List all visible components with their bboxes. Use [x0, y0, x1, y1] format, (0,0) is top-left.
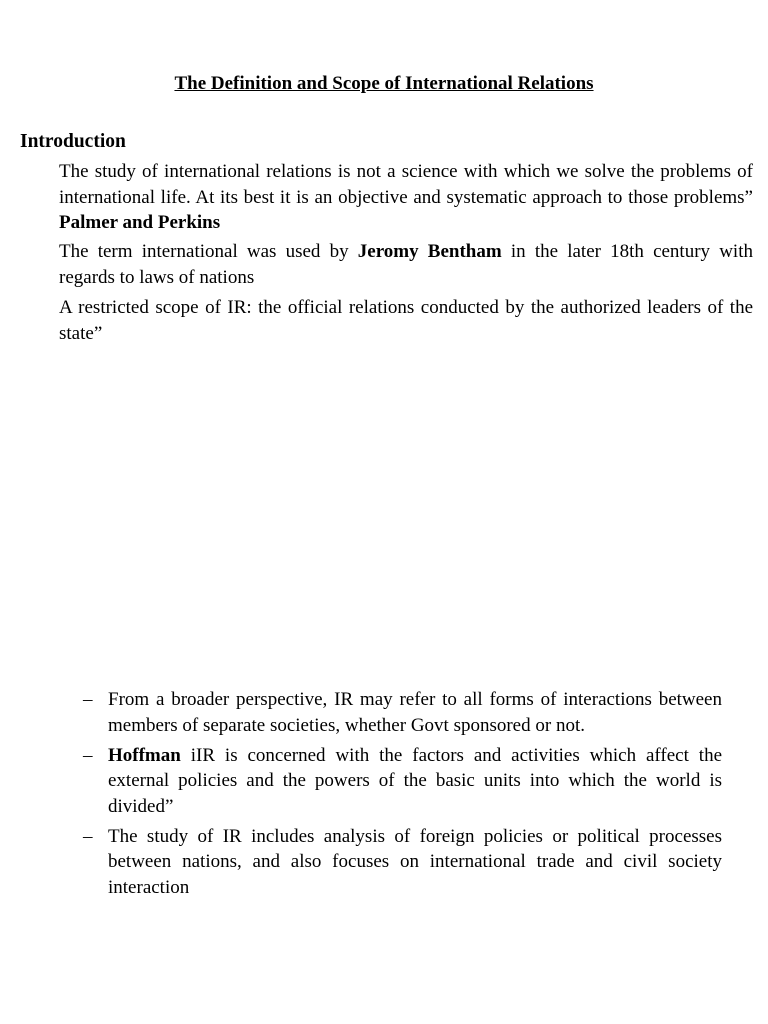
- paragraph-2-author: Jeromy Bentham: [357, 241, 502, 262]
- bullet-2-text: iIR is concerned with the factors and activities which affect the external policies and the powers of the basic units into which the world is divided”: [108, 744, 722, 817]
- paragraph-2-text: The term international was used by: [59, 241, 358, 262]
- paragraph-2: [59, 239, 753, 290]
- dash-bullet-icon: –: [83, 825, 93, 847]
- bullet-list: [83, 687, 722, 905]
- list-item: [83, 824, 722, 901]
- bullet-3-text: The study of IR includes analysis of foreign policies or political processes between nations, and also focuses on international trade and civil society interaction: [108, 825, 722, 898]
- dash-bullet-icon: –: [83, 744, 93, 766]
- paragraph-1-author: Palmer and Perkins: [59, 212, 221, 233]
- introduction-heading: Introduction: [20, 131, 126, 152]
- paragraph-2-after: in the later 18th century with regards to laws of nations: [59, 241, 753, 288]
- bullet-2-author: Hoffman: [108, 744, 181, 766]
- dash-bullet-icon: –: [83, 689, 93, 710]
- paragraph-1: [59, 159, 753, 236]
- paragraph-1-text: The study of international relations is not a science with which we solve the problems of international life. At its best it is an objective and systematic approach to those problems”: [59, 161, 753, 208]
- list-item: [83, 743, 722, 820]
- bullet-1-text: From a broader perspective, IR may refer to all forms of interactions between members of separate societies, whether Govt sponsored or not.: [108, 689, 722, 736]
- document-title: The Definition and Scope of International Relations: [174, 73, 594, 94]
- paragraph-3-text: A restricted scope of IR: the official relations conducted by the authorized leaders of the state”: [59, 297, 753, 344]
- paragraph-3: [59, 295, 753, 346]
- list-item: [83, 687, 722, 738]
